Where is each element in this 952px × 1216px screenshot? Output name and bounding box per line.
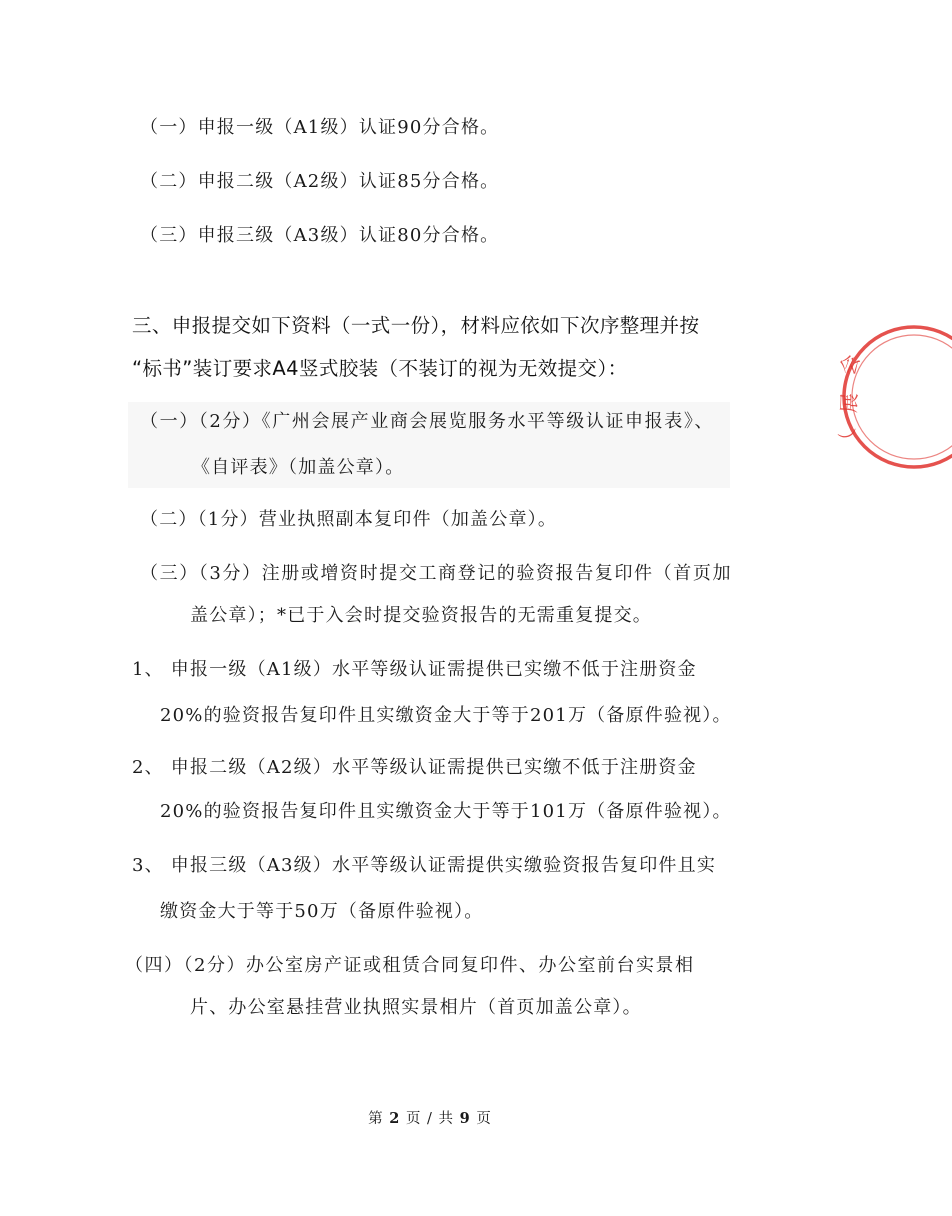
item-1-line-2: 《自评表》（加盖公章）。 [192, 457, 405, 478]
grading-line-a2: （二）申报二级（A2级）认证85分合格。 [140, 171, 500, 192]
footer-suffix: 页 [476, 1111, 492, 1127]
sub-item-3-line-2: 缴资金大于等于50万（备原件验视）。 [160, 901, 484, 922]
footer-middle: 页 / 共 [405, 1111, 455, 1127]
svg-text:会: 会 [835, 351, 865, 379]
page-footer [0, 1107, 860, 1128]
sub-item-3-line-1: 3、 申报三级（A3级）水平等级认证需提供实缴验资报告复印件且实 [132, 855, 717, 876]
footer-page-number: 2 [389, 1110, 401, 1127]
footer-total-pages: 9 [459, 1110, 471, 1127]
item-3-line-1: （三）（3分）注册或增资时提交工商登记的验资报告复印件（首页加 [140, 563, 733, 584]
item-2: （二）（1分）营业执照副本复印件（加盖公章）。 [140, 509, 558, 530]
sub-item-1-line-1: 1、 申报一级（A1级）水平等级认证需提供已实缴不低于注册资金 [132, 659, 697, 680]
sub-item-1-line-2: 20%的验资报告复印件且实缴资金大于等于201万（备原件验视）。 [160, 705, 732, 726]
svg-text:（: （ [835, 426, 865, 453]
item-4-line-1: （四）（2分）办公室房产证或租赁合同复印件、办公室前台实景相 [125, 955, 695, 976]
svg-text:展: 展 [836, 392, 862, 414]
sub-item-2-line-1: 2、 申报二级（A2级）水平等级认证需提供已实缴不低于注册资金 [132, 757, 697, 778]
grading-line-a1: （一）申报一级（A1级）认证90分合格。 [140, 117, 500, 138]
sub-item-2-line-2: 20%的验资报告复印件且实缴资金大于等于101万（备原件验视）。 [160, 801, 732, 822]
company-seal-stamp [832, 325, 952, 475]
section-heading-line-2: “标书”装订要求A4竖式胶装（不装订的视为无效提交）： [132, 357, 628, 380]
grading-line-a3: （三）申报三级（A3级）认证80分合格。 [140, 225, 500, 246]
item-1-line-1: （一）（2分）《广州会展产业商会展览服务水平等级认证申报表》、 [140, 411, 715, 432]
footer-prefix: 第 [368, 1111, 384, 1127]
item-3-line-2: 盖公章）；*已于入会时提交验资报告的无需重复提交。 [190, 605, 652, 626]
item-4-line-2: 片、办公室悬挂营业执照实景相片（首页加盖公章）。 [190, 997, 642, 1018]
section-heading-line-1: 三、申报提交如下资料（一式一份），材料应依如下次序整理并按 [132, 314, 700, 337]
